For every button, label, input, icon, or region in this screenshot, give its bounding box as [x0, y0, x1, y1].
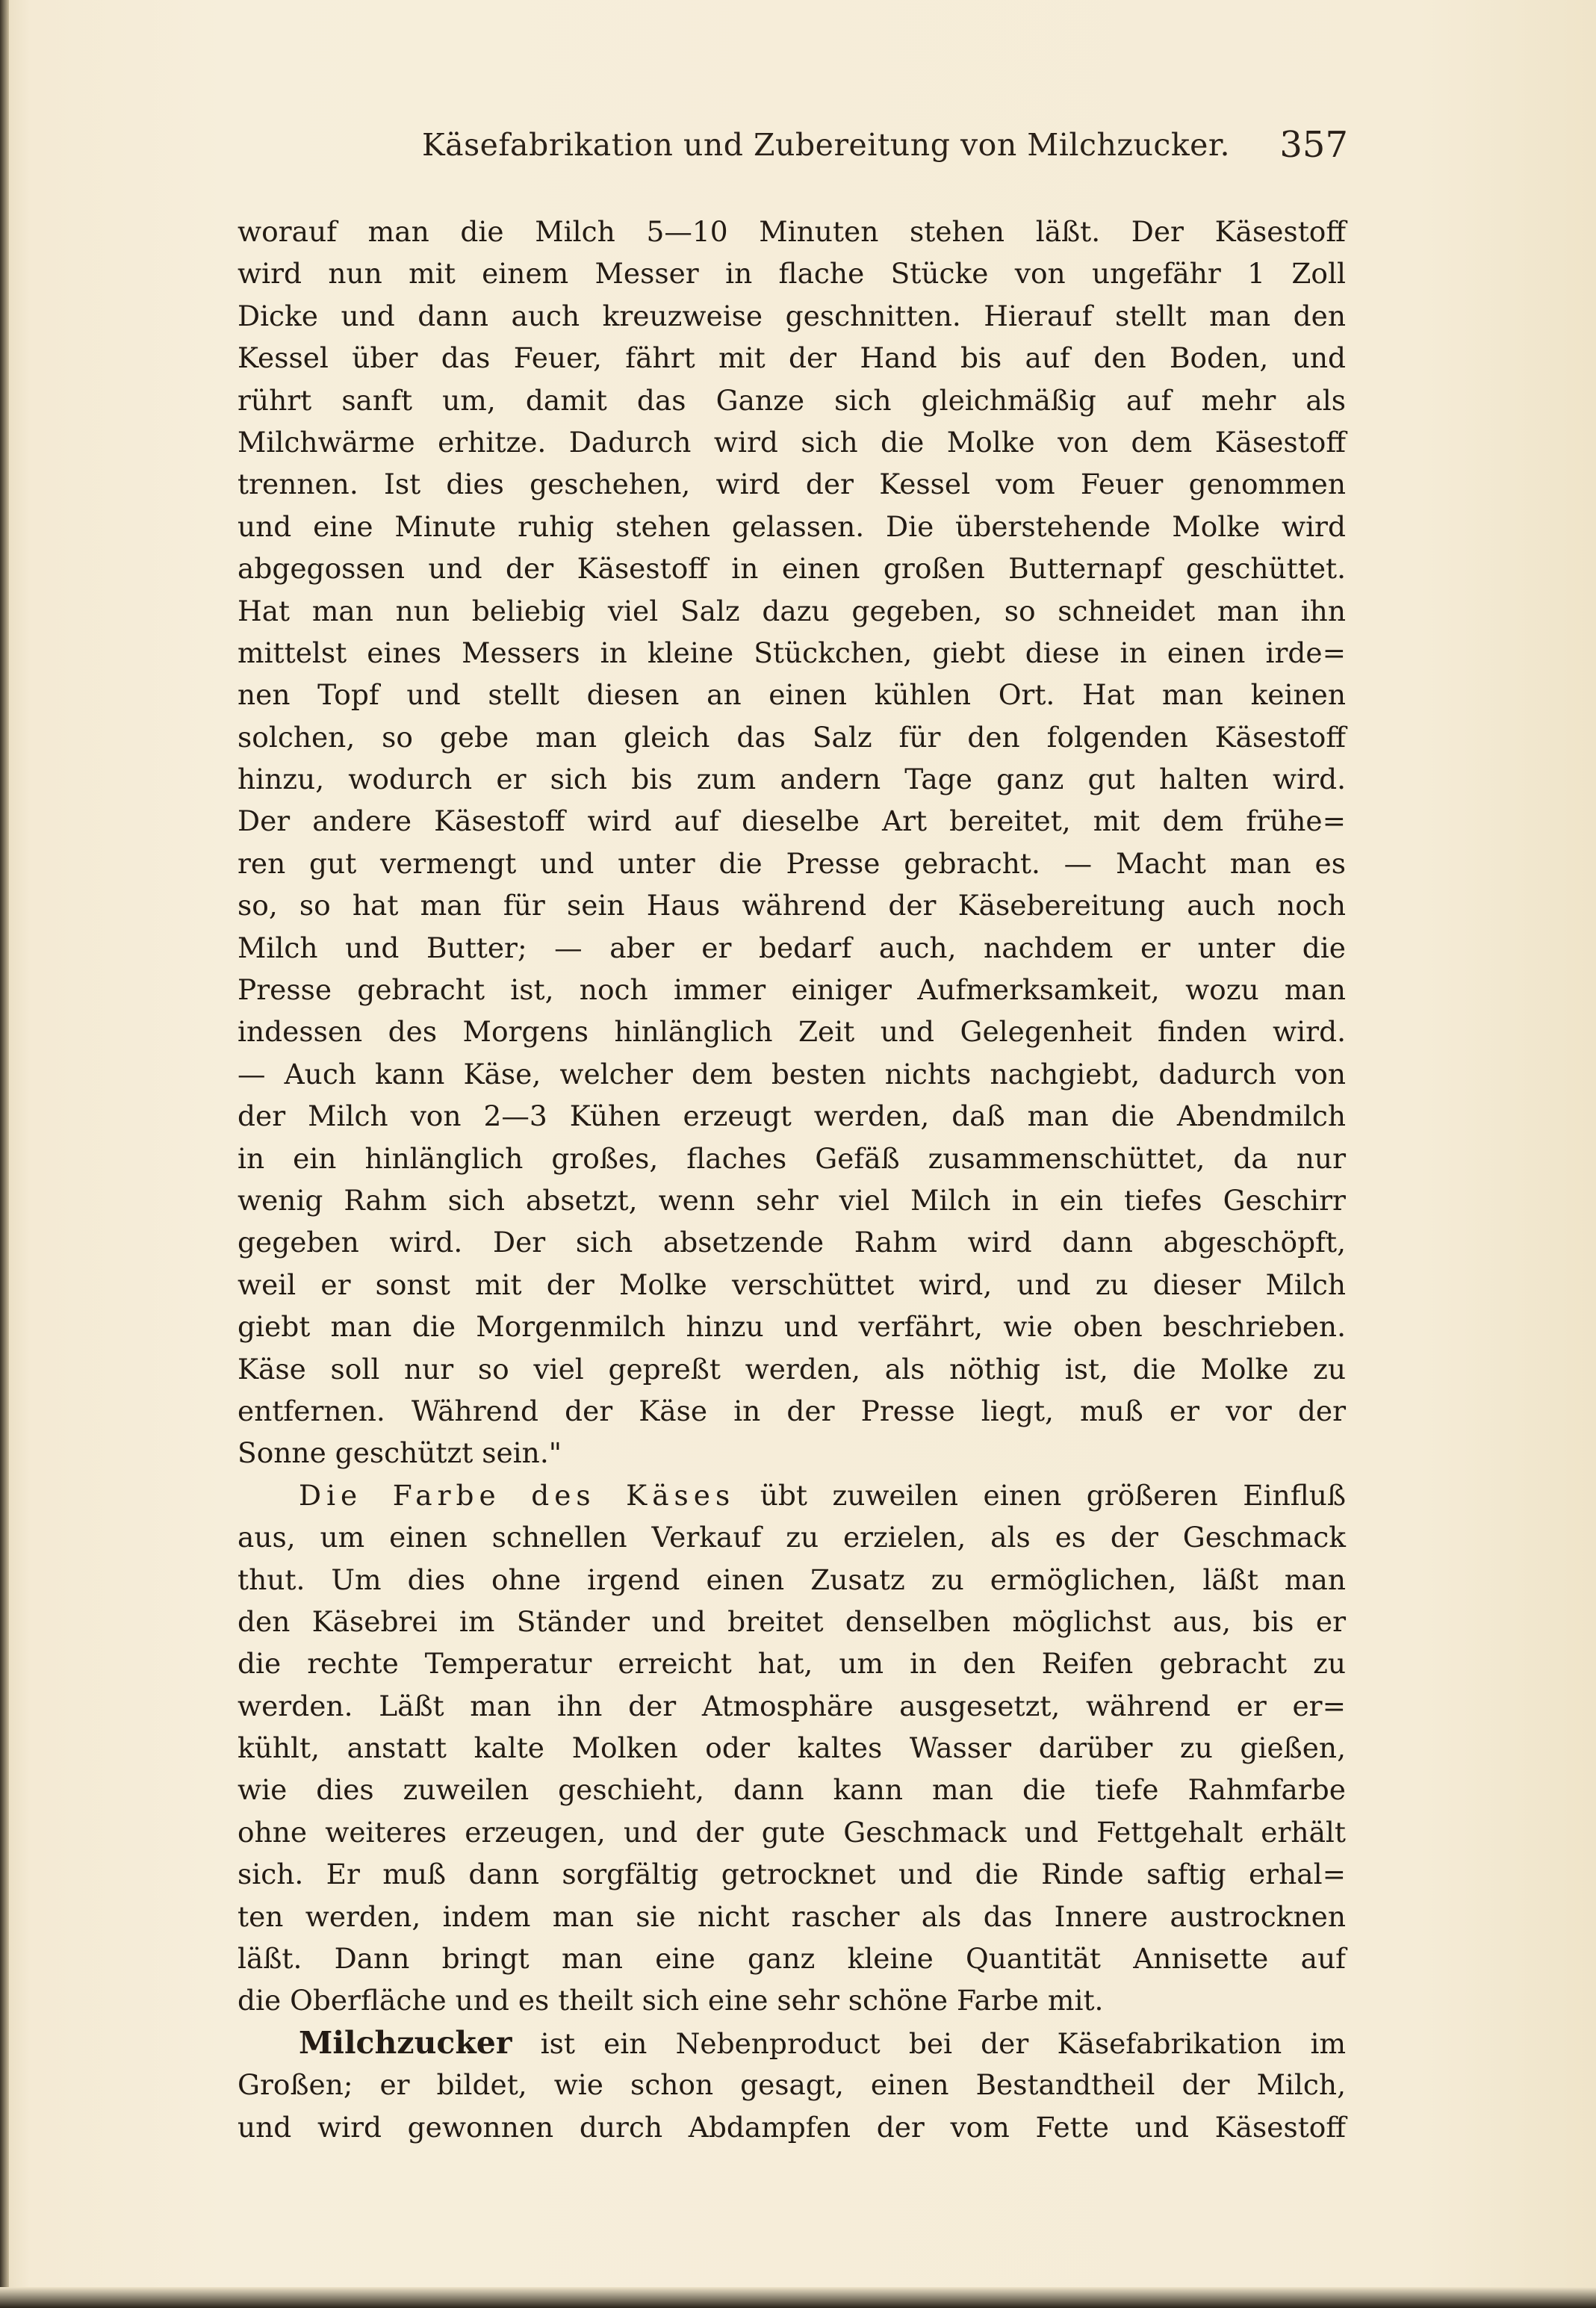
- text-line: giebt man die Morgenmilch hinzu und verfährt, wie oben beschrieben.: [237, 1310, 1346, 1344]
- text-line: Dicke und dann auch kreuzweise geschnitten. Hierauf stellt man den: [237, 299, 1346, 332]
- page-number: 357: [1279, 124, 1348, 166]
- text-line: Hat man nun beliebig viel Salz dazu gegeben, so schneidet man ihn: [237, 594, 1346, 627]
- text-line: trennen. Ist dies geschehen, wird der Kessel vom Feuer genommen: [237, 468, 1346, 501]
- text-fragment: übt zuweilen einen größeren Einfluß: [760, 1478, 1347, 1512]
- text-line: sich. Er muß dann sorgfältig getrocknet und die Rinde saftig erhal=: [237, 1858, 1346, 1891]
- text-line: wenig Rahm sich absetzt, wenn sehr viel Milch in ein tiefes Geschirr: [237, 1183, 1346, 1217]
- text-line: Großen; er bildet, wie schon gesagt, einen Bestandtheil der Milch,: [237, 2068, 1346, 2102]
- text-line: werden. Läßt man ihn der Atmosphäre ausgesetzt, während er er=: [237, 1689, 1346, 1722]
- text-line: und eine Minute ruhig stehen gelassen. Die überstehende Molke wird: [237, 509, 1346, 543]
- text-line: die rechte Temperatur erreicht hat, um in den Reifen gebracht zu: [237, 1647, 1346, 1681]
- text-line: läßt. Dann bringt man eine ganz kleine Quantität Annisette auf: [237, 1942, 1346, 1976]
- text-line: Sonne geschützt sein.": [237, 1436, 562, 1470]
- text-line: wird nun mit einem Messer in flache Stücke von ungefähr 1 Zoll: [237, 257, 1346, 291]
- text-line: hinzu, wodurch er sich bis zum andern Tage ganz gut halten wird.: [237, 763, 1346, 796]
- bottom-edge: [0, 2287, 1596, 2308]
- text-line: aus, um einen schnellen Verkauf zu erzielen, als es der Geschmack: [237, 1521, 1346, 1554]
- text-line: den Käsebrei im Ständer und breitet denselben möglichst aus, bis er: [237, 1604, 1346, 1638]
- paragraph-first-line: [237, 1474, 1346, 1516]
- text-line: und wird gewonnen durch Abdampfen der vom Fette und Käsestoff: [237, 2110, 1346, 2144]
- spaced-phrase: Die Farbe des Käses: [299, 1478, 736, 1512]
- text-line: Der andere Käsestoff wird auf dieselbe Art bereitet, mit dem frühe=: [237, 804, 1346, 838]
- text-line: Kessel über das Feuer, fährt mit der Hand bis auf den Boden, und: [237, 341, 1346, 375]
- text-line: Milchwärme erhitze. Dadurch wird sich die Molke von dem Käsestoff: [237, 425, 1346, 459]
- text-line: so, so hat man für sein Haus während der Käsebereitung auch noch: [237, 889, 1346, 922]
- text-line: kühlt, anstatt kalte Molken oder kaltes Wasser darüber zu gießen,: [237, 1731, 1346, 1765]
- text-line: abgegossen und der Käsestoff in einen großen Butternapf geschüttet.: [237, 552, 1346, 586]
- text-line: wie dies zuweilen geschieht, dann kann man die tiefe Rahmfarbe: [237, 1773, 1346, 1807]
- text-fragment: ist ein Nebenproduct bei der Käsefabrikation im: [540, 2026, 1346, 2060]
- binding-edge: [0, 0, 9, 2308]
- text-line: thut. Um dies ohne irgend einen Zusatz zu ermöglichen, läßt man: [237, 1563, 1346, 1596]
- text-line: gegeben wird. Der sich absetzende Rahm wird dann abgeschöpft,: [237, 1226, 1346, 1259]
- text-line: entfernen. Während der Käse in der Presse liegt, muß er vor der: [237, 1394, 1346, 1427]
- text-line: rührt sanft um, damit das Ganze sich gleichmäßig auf mehr als: [237, 383, 1346, 417]
- text-line: in ein hinlänglich großes, flaches Gefäß zusammenschüttet, da nur: [237, 1141, 1346, 1175]
- text-line: solchen, so gebe man gleich das Salz für den folgenden Käsestoff: [237, 720, 1346, 754]
- text-line: ren gut vermengt und unter die Presse gebracht. — Macht man es: [237, 846, 1346, 880]
- text-line: mittelst eines Messers in kleine Stückchen, giebt diese in einen irde=: [237, 636, 1346, 669]
- text-line: weil er sonst mit der Molke verschüttet wird, und zu dieser Milch: [237, 1268, 1346, 1301]
- bold-term: Milchzucker: [299, 2024, 512, 2061]
- text-line: Milch und Butter; — aber er bedarf auch, nachdem er unter die: [237, 931, 1346, 964]
- text-line: — Auch kann Käse, welcher dem besten nichts nachgiebt, dadurch von: [237, 1057, 1346, 1091]
- text-line: die Oberfläche und es theilt sich eine sehr schöne Farbe mit.: [237, 1984, 1104, 2017]
- text-line: Käse soll nur so viel gepreßt werden, als nöthig ist, die Molke zu: [237, 1352, 1346, 1386]
- text-line: worauf man die Milch 5—10 Minuten stehen läßt. Der Käsestoff: [237, 215, 1346, 248]
- paragraph-first-line: [237, 2022, 1346, 2064]
- text-line: ohne weiteres erzeugen, und der gute Geschmack und Fettgehalt erhält: [237, 1815, 1346, 1849]
- text-line: nen Topf und stellt diesen an einen kühlen Ort. Hat man keinen: [237, 678, 1346, 712]
- text-line: indessen des Morgens hinlänglich Zeit und Gelegenheit finden wird.: [237, 1015, 1346, 1049]
- text-line: Presse gebracht ist, noch immer einiger Aufmerksamkeit, wozu man: [237, 973, 1346, 1007]
- body-text: [237, 211, 1346, 2148]
- text-line: ten werden, indem man sie nicht rascher als das Innere austrocknen: [237, 1899, 1346, 1933]
- text-line: der Milch von 2—3 Kühen erzeugt werden, daß man die Abendmilch: [237, 1099, 1346, 1133]
- running-head: [422, 120, 1348, 172]
- running-title: Käsefabrikation und Zubereitung von Milchzucker.: [422, 127, 1231, 163]
